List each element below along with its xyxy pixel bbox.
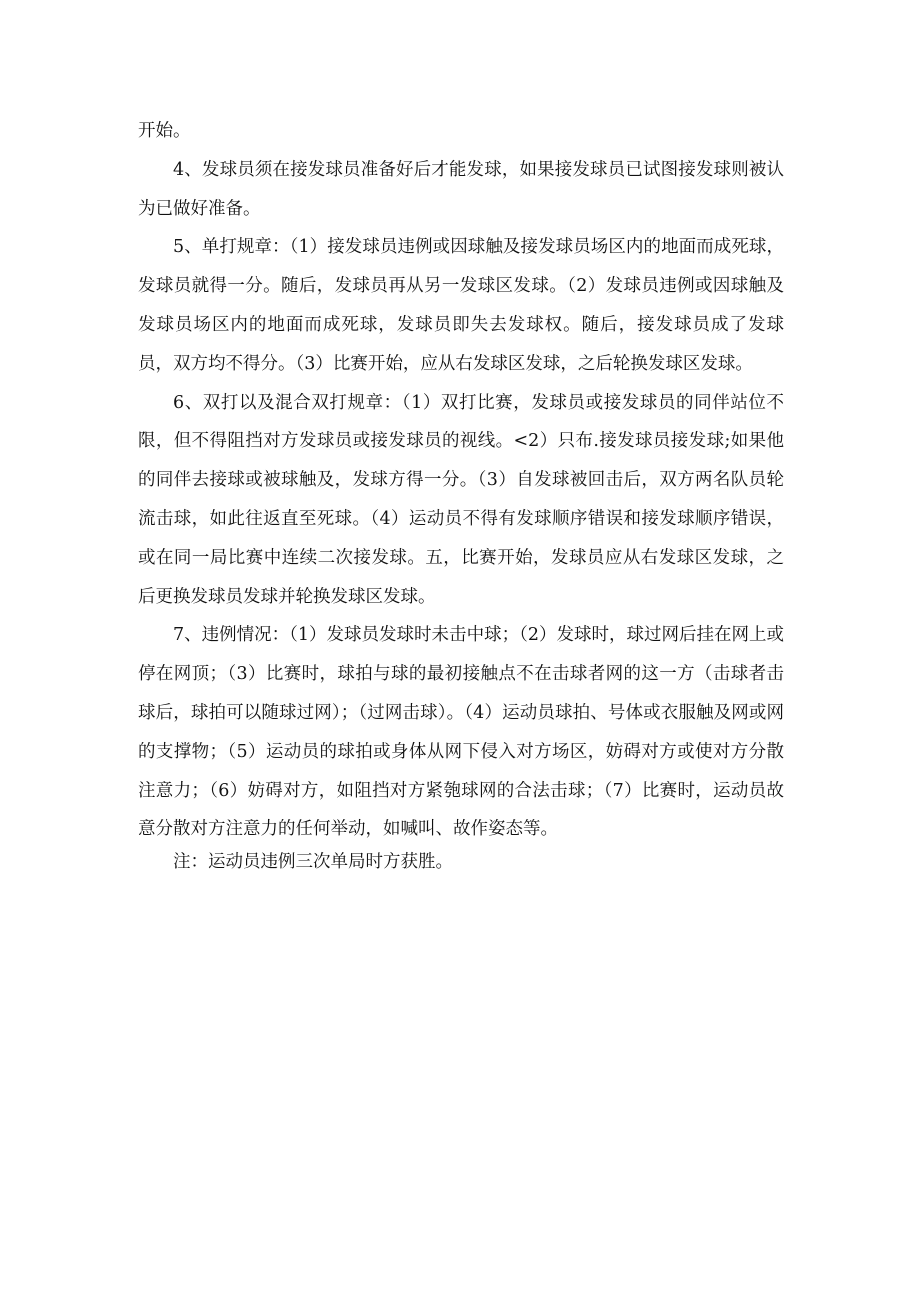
note-paragraph: 注：运动员违例三次单局时方获胜。 bbox=[173, 852, 453, 873]
document-body bbox=[138, 112, 784, 882]
paragraph-continuation: 开始。 bbox=[138, 121, 191, 141]
paragraph-rule-7-faults: 7、违例情况：（1）发球员发球时未击中球；（2）发球时，球过网后挂在网上或停在网顶；（3）比赛时，球拍与球的最初接触点不在击球者网的这一方（击球者击球后，球拍可以随球过网）；（过网击球）。（4）运动员球拍、号体或衣服触及网或网的支撑物；（5）运动员的球拍或身体从网下侵入对方场区，妨碍对方或使对方分散注意力；（6）妨碍对方，如阻挡对方紧匏球网的合法击球；（7）比赛时，运动员故意分散对方注意力的任何举动，如喊叫、故作姿态等。 bbox=[138, 625, 784, 840]
paragraph-rule-6-doubles: 6、双打以及混合双打规章：（1）双打比赛，发球员或接发球员的同伴站位不限，但不得阻挡对方发球员或接发球员的视线。<2）只布.接发球员接发球;如果他的同伴去接球或被球触及，发球方得一分。（3）自发球被回击后，双方两名队员轮流击球，如此往返直至死球。（4）运动员不得有发球顺序错误和接发球顺序错误，或在同一局比赛中连续二次接发球。五，比赛开始，发球员应从右发球区发球，之后更换发球员发球并轮换发球区发球。 bbox=[138, 392, 784, 607]
paragraph-rule-4: 4、发球员须在接发球员准备好后才能发球，如果接发球员已试图接发球则被认为已做好准备。 bbox=[138, 159, 784, 219]
paragraph-rule-5-singles: 5、单打规章：（1）接发球员违例或因球触及接发球员场区内的地面而成死球，发球员就得一分。随后，发球员再从另一发球区发球。（2）发球员违例或因球触及发球员场区内的地面而成死球，发球员即失去发球权。随后，接发球员成了发球员，双方均不得分。（3）比赛开始，应从右发球区发球，之后轮换发球区发球。 bbox=[138, 237, 784, 374]
